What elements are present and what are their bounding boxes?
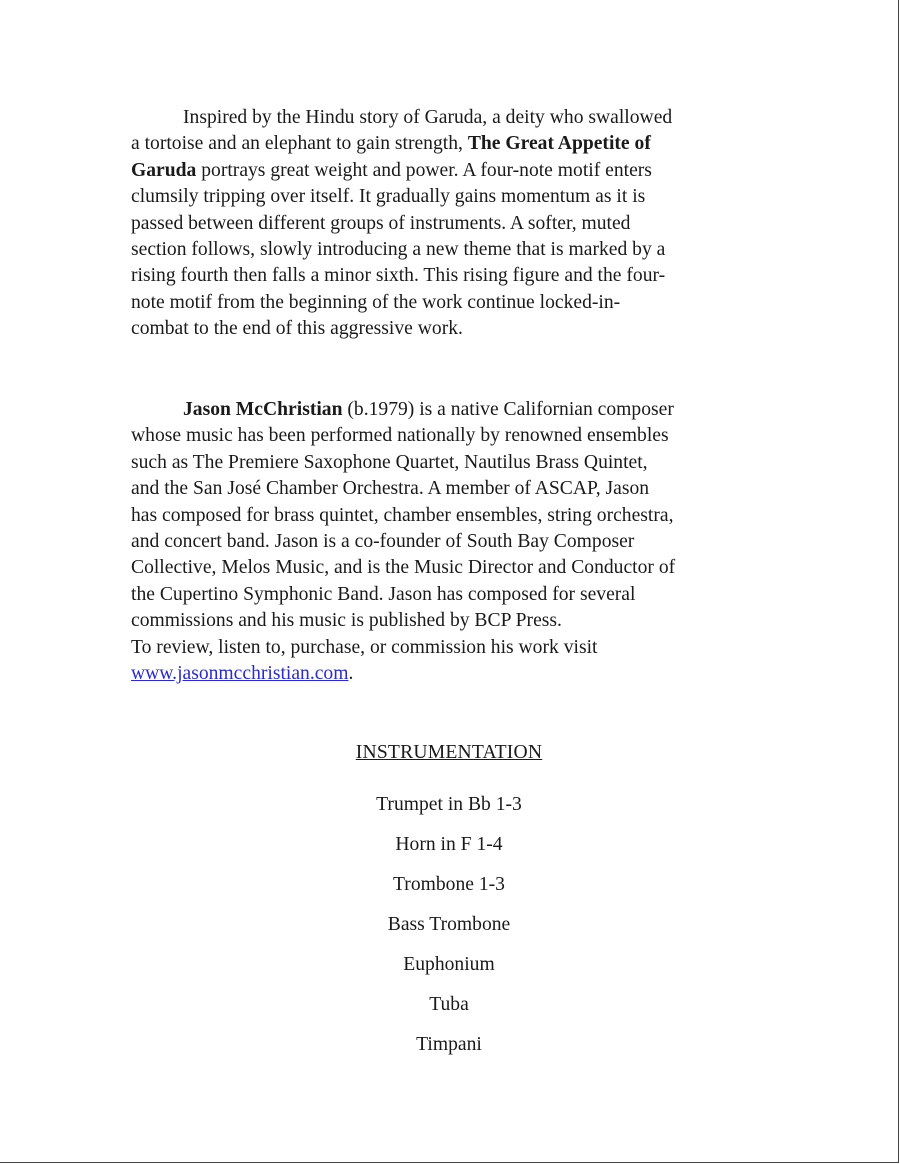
instrument-item: Trumpet in Bb 1-3: [376, 794, 522, 815]
bio-line: such as The Premiere Saxophone Quartet, Nautilus Brass Quintet,: [131, 451, 648, 473]
bio-line: Collective, Melos Music, and is the Music Director and Conductor of: [131, 557, 676, 579]
program-note-line: [131, 131, 781, 157]
bio-line: and concert band. Jason is a co-founder of South Bay Composer: [131, 531, 635, 553]
program-note-line: note motif from the beginning of the work continue locked-in-: [131, 291, 621, 313]
bio-text: (b.1979) is a native Californian composer: [342, 399, 674, 420]
bio-line: whose music has been performed nationally by renowned ensembles: [131, 425, 669, 447]
program-note-line: [131, 158, 781, 184]
program-note-paragraph: [131, 105, 781, 343]
instrument-item: Trombone 1-3: [393, 874, 505, 895]
instrumentation-heading: INSTRUMENTATION: [355, 742, 543, 763]
instrument-item: Euphonium: [403, 954, 495, 975]
program-note-line: section follows, slowly introducing a new theme that is marked by a: [131, 239, 666, 261]
instrument-item: Tuba: [429, 994, 469, 1015]
composer-name: Jason McChristian: [183, 399, 343, 420]
program-note-line: rising fourth then falls a minor sixth. This rising figure and the four-: [131, 265, 666, 287]
program-note-line: combat to the end of this aggressive work.: [131, 318, 463, 340]
bio-line: [131, 397, 781, 423]
work-title-bold: The Great Appetite of: [467, 133, 651, 155]
bio-line: To review, listen to, purchase, or commission his work visit: [131, 636, 598, 658]
bio-line: [131, 661, 781, 687]
program-note-line: passed between different groups of instruments. A softer, muted: [131, 212, 631, 234]
website-link[interactable]: www.jasonmcchristian.com: [131, 663, 349, 685]
bio-line: and the San José Chamber Orchestra. A member of ASCAP, Jason: [131, 478, 650, 500]
link-suffix: .: [348, 663, 354, 685]
composer-bio-paragraph: [131, 397, 781, 687]
instrument-list: [0, 792, 898, 1072]
instrument-item: Timpani: [416, 1034, 482, 1055]
program-note-text: portrays great weight and power. A four-note motif enters: [196, 159, 652, 181]
program-note-text: a tortoise and an elephant to gain strength,: [131, 133, 468, 155]
program-note-line: Inspired by the Hindu story of Garuda, a deity who swallowed: [183, 107, 673, 128]
bio-line: commissions and his music is published by BCP Press.: [131, 610, 562, 632]
instrument-item: Horn in F 1-4: [395, 834, 503, 855]
bio-line: has composed for brass quintet, chamber ensembles, string orchestra,: [131, 504, 674, 526]
program-note-line: clumsily tripping over itself. It gradually gains momentum as it is: [131, 186, 646, 208]
bio-line: the Cupertino Symphonic Band. Jason has composed for several: [131, 583, 636, 605]
instrument-item: Bass Trombone: [387, 914, 511, 935]
work-title-bold-cont: Garuda: [131, 159, 197, 181]
